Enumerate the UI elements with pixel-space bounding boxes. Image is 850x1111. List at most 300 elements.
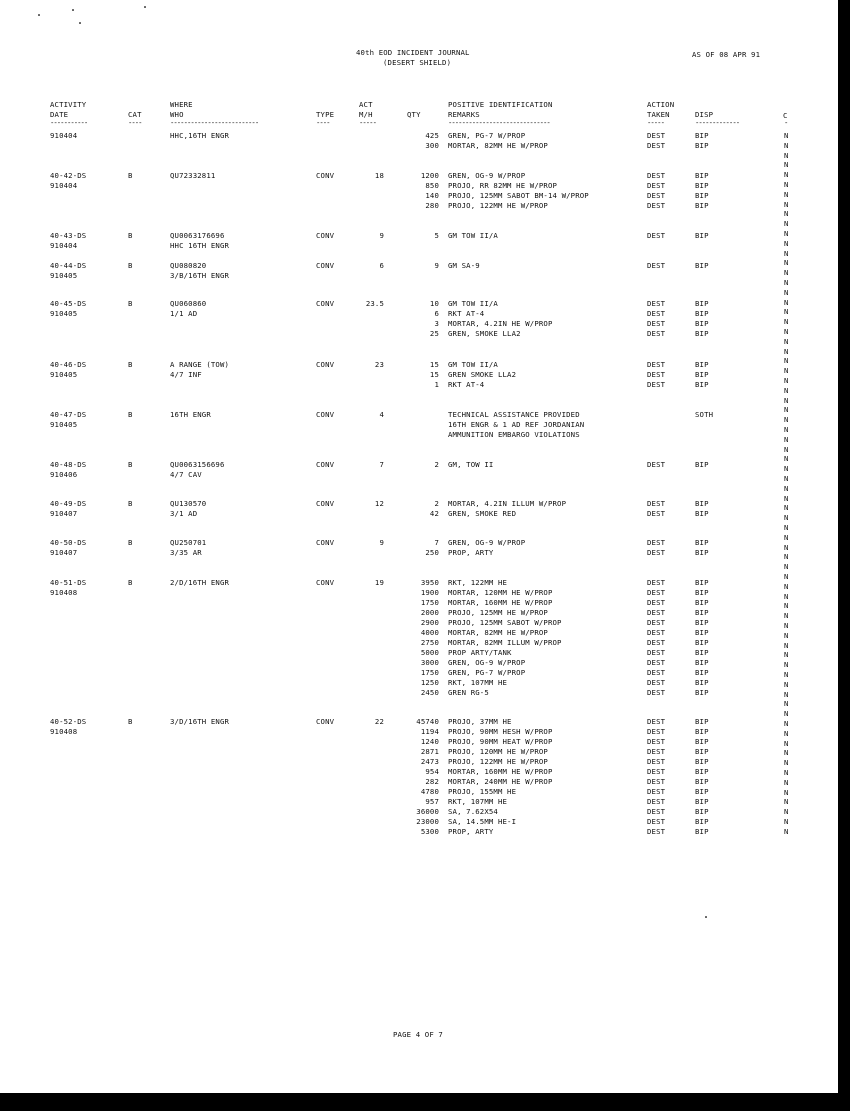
header-action: ACTION [647, 100, 675, 109]
activity-date: 910404 [50, 241, 78, 250]
n-flag: N [784, 777, 789, 787]
man-hours: 18 [374, 171, 384, 180]
item-disposition: BIP [695, 548, 709, 557]
item-disposition: BIP [695, 499, 709, 508]
header-underline: ------------- [695, 118, 740, 127]
n-flag: N [784, 532, 789, 542]
item-disposition: BIP [695, 827, 709, 836]
header-cat: CAT [128, 110, 142, 119]
activity-id: 40-50-DS [50, 538, 87, 547]
item-action-taken: DEST [647, 787, 666, 796]
item-action-taken: DEST [647, 717, 666, 726]
n-flag: N [784, 346, 789, 356]
item-qty: 3950 [420, 578, 439, 587]
n-flag: N [784, 542, 789, 552]
item-disposition: BIP [695, 131, 709, 140]
item-disposition: BIP [695, 299, 709, 308]
n-flag: N [784, 454, 789, 464]
n-flag: N [784, 787, 789, 797]
man-hours: 19 [374, 578, 384, 587]
n-flag: N [784, 415, 789, 425]
item-action-taken: DEST [647, 201, 666, 210]
item-qty: 300 [425, 141, 439, 150]
header-activity: ACTIVITY [50, 100, 87, 109]
header-who: WHO [170, 110, 184, 119]
item-qty: 9 [434, 261, 439, 270]
item-remarks: RKT, 107MM HE [448, 678, 508, 687]
item-disposition: BIP [695, 201, 709, 210]
item-remarks: GM SA-9 [448, 261, 480, 270]
category: B [128, 171, 133, 180]
item-remarks: MORTAR, 160MM HE W/PROP [448, 767, 553, 776]
n-flag: N [784, 699, 789, 709]
n-flag: N [784, 807, 789, 817]
item-action-taken: DEST [647, 598, 666, 607]
where-location: 3/D/16TH ENGR [170, 717, 230, 726]
type: CONV [316, 360, 335, 369]
man-hours: 4 [379, 410, 384, 419]
item-disposition: BIP [695, 578, 709, 587]
item-remarks: SA, 14.5MM HE-I [448, 817, 517, 826]
man-hours: 7 [379, 460, 384, 469]
where-location: QU080820 [170, 261, 207, 270]
item-remarks: PROJO, 90MM HESH W/PROP [448, 727, 553, 736]
item-qty: 2900 [420, 618, 439, 627]
item-action-taken: DEST [647, 668, 666, 677]
activity-id: 40-47-DS [50, 410, 87, 419]
where-location: QU72332811 [170, 171, 216, 180]
scan-speck [79, 22, 81, 24]
item-disposition: BIP [695, 261, 709, 270]
n-flag: N [784, 297, 789, 307]
item-action-taken: DEST [647, 191, 666, 200]
item-qty: 1240 [420, 737, 439, 746]
item-remarks: RKT, 122MM HE [448, 578, 508, 587]
journal-subtitle: (DESERT SHIELD) [383, 58, 452, 67]
activity-id: 40-42-DS [50, 171, 87, 180]
item-remarks: MORTAR, 160MM HE W/PROP [448, 598, 553, 607]
who-unit: 3/1 AD [170, 509, 198, 518]
item-remarks: PROJO, 125MM HE W/PROP [448, 608, 548, 617]
item-disposition: BIP [695, 777, 709, 786]
item-action-taken: DEST [647, 638, 666, 647]
n-flag: N [784, 817, 789, 826]
where-location: A RANGE (TOW) [170, 360, 230, 369]
activity-id: 40-45-DS [50, 299, 87, 308]
item-qty: 4780 [420, 787, 439, 796]
who-unit: 4/7 CAV [170, 470, 202, 479]
who-unit: 3/B/16TH ENGR [170, 271, 230, 280]
item-disposition: BIP [695, 648, 709, 657]
where-location: QU0063156696 [170, 460, 225, 469]
item-disposition: BIP [695, 509, 709, 518]
n-flag: N [784, 170, 789, 180]
item-remarks: MORTAR, 82MM HE W/PROP [448, 628, 548, 637]
item-disposition: BIP [695, 638, 709, 647]
n-flag: N [784, 797, 789, 807]
item-disposition: BIP [695, 370, 709, 379]
who-unit: 3/35 AR [170, 548, 202, 557]
item-remarks: PROP ARTY/TANK [448, 648, 512, 657]
item-qty: 2450 [420, 688, 439, 697]
type: CONV [316, 538, 335, 547]
item-disposition: BIP [695, 678, 709, 687]
n-flag: N [784, 307, 789, 317]
item-action-taken: DEST [647, 648, 666, 657]
type: CONV [316, 261, 335, 270]
n-flag: N [784, 562, 789, 572]
item-action-taken: DEST [647, 727, 666, 736]
item-action-taken: DEST [647, 171, 666, 180]
item-qty: 1250 [420, 678, 439, 687]
item-qty: 5000 [420, 648, 439, 657]
item-remarks: GREN, SMOKE LLA2 [448, 329, 521, 338]
item-qty: 6 [434, 309, 439, 318]
n-flag: N [784, 180, 789, 189]
n-flag: N [784, 238, 789, 248]
n-flag: N [784, 591, 789, 601]
item-action-taken: DEST [647, 299, 666, 308]
category: B [128, 499, 133, 508]
n-flag: N [784, 248, 789, 258]
item-disposition: BIP [695, 757, 709, 766]
item-qty: 850 [425, 181, 439, 190]
item-disposition: BIP [695, 608, 709, 617]
item-disposition: BIP [695, 538, 709, 547]
activity-id: 40-43-DS [50, 231, 87, 240]
item-disposition: BIP [695, 797, 709, 806]
item-remarks: RKT AT-4 [448, 309, 485, 318]
n-flag: N [784, 621, 789, 630]
item-disposition: BIP [695, 817, 709, 826]
n-flag: N [784, 366, 789, 376]
item-disposition: BIP [695, 727, 709, 736]
man-hours: 12 [374, 499, 384, 508]
item-remarks: MORTAR, 82MM ILLUM W/PROP [448, 638, 562, 647]
item-disposition: BIP [695, 309, 709, 318]
activity-id: 40-48-DS [50, 460, 87, 469]
n-flag: N [784, 395, 789, 405]
item-qty: 45740 [416, 717, 439, 726]
item-qty: 1200 [420, 171, 439, 180]
item-qty: 7 [434, 538, 439, 547]
item-disposition: BIP [695, 767, 709, 776]
n-flag: N [784, 719, 789, 728]
item-remarks: GM TOW II/A [448, 299, 498, 308]
item-action-taken: DEST [647, 777, 666, 786]
item-disposition: BIP [695, 171, 709, 180]
n-flag: N [784, 601, 789, 611]
man-hours: 22 [374, 717, 384, 726]
item-action-taken: DEST [647, 499, 666, 508]
item-action-taken: DEST [647, 360, 666, 369]
as-of-date: AS OF 08 APR 91 [692, 50, 761, 59]
item-remarks: MORTAR, 4.2IN ILLUM W/PROP [448, 499, 567, 508]
item-qty: 2871 [420, 747, 439, 756]
item-qty: 1750 [420, 598, 439, 607]
item-qty: 3 [434, 319, 439, 328]
item-action-taken: DEST [647, 658, 666, 667]
item-action-taken: DEST [647, 588, 666, 597]
n-flag: N [784, 552, 789, 562]
n-flag: N [784, 572, 789, 581]
item-action-taken: DEST [647, 688, 666, 697]
item-action-taken: DEST [647, 141, 666, 150]
n-flag: N [784, 630, 789, 640]
item-disposition: BIP [695, 807, 709, 816]
header-where: WHERE [170, 100, 193, 109]
item-remarks: GREN SMOKE LLA2 [448, 370, 517, 379]
item-remarks: PROJO, 122MM HE W/PROP [448, 201, 548, 210]
n-flag: N [784, 660, 789, 670]
item-remarks: GREN, OG-9 W/PROP [448, 538, 526, 547]
n-flag: N [784, 160, 789, 170]
item-disposition: BIP [695, 460, 709, 469]
activity-id: 40-46-DS [50, 360, 87, 369]
activity-date: 910408 [50, 588, 78, 597]
header-positive-id: POSITIVE IDENTIFICATION [448, 100, 553, 109]
header-underline: ----- [359, 118, 376, 127]
item-remarks: GREN RG-5 [448, 688, 489, 697]
item-qty: 2750 [420, 638, 439, 647]
man-hours: 23.5 [365, 299, 384, 308]
header-type: TYPE [316, 110, 335, 119]
where-location: QU250701 [170, 538, 207, 547]
n-flag: N [784, 748, 789, 758]
n-flag: N [784, 317, 789, 327]
n-flag: N [784, 650, 789, 660]
item-qty: 282 [425, 777, 439, 786]
item-qty: 280 [425, 201, 439, 210]
n-flag: N [784, 405, 789, 415]
category: B [128, 538, 133, 547]
item-action-taken: DEST [647, 757, 666, 766]
activity-date: 910406 [50, 470, 78, 479]
n-flag: N [784, 709, 789, 719]
item-disposition: BIP [695, 628, 709, 637]
item-action-taken: DEST [647, 548, 666, 557]
item-remarks: PROJO, 37MM HE [448, 717, 512, 726]
activity-id: 40-49-DS [50, 499, 87, 508]
item-qty: 3000 [420, 658, 439, 667]
item-action-taken: DEST [647, 797, 666, 806]
header-underline: -------------------------- [170, 118, 259, 127]
category: B [128, 460, 133, 469]
n-flag: N [784, 581, 789, 591]
item-disposition: BIP [695, 231, 709, 240]
item-remarks: PROJO, 122MM HE W/PROP [448, 757, 548, 766]
activity-date: 910405 [50, 309, 78, 318]
journal-title: 40th EOD INCIDENT JOURNAL [356, 48, 470, 57]
item-disposition: BIP [695, 588, 709, 597]
category: B [128, 717, 133, 726]
item-qty: 5 [434, 231, 439, 240]
item-disposition: BIP [695, 787, 709, 796]
header-act: ACT [359, 100, 373, 109]
header-disp: DISP [695, 110, 714, 119]
item-qty: 2000 [420, 608, 439, 617]
header-remarks: REMARKS [448, 110, 480, 119]
where-location: QU0063176696 [170, 231, 225, 240]
item-qty: 2 [434, 499, 439, 508]
category: B [128, 578, 133, 587]
item-remarks: RKT AT-4 [448, 380, 485, 389]
item-disposition: BIP [695, 329, 709, 338]
item-qty: 36000 [416, 807, 439, 816]
n-flag: N [784, 140, 789, 150]
item-disposition: BIP [695, 658, 709, 667]
category: B [128, 231, 133, 240]
header-underline: ----- [647, 118, 664, 127]
item-remarks: MORTAR, 4.2IN HE W/PROP [448, 319, 553, 328]
item-qty: 954 [425, 767, 439, 776]
activity-date: 910404 [50, 131, 78, 140]
item-action-taken: DEST [647, 370, 666, 379]
where-location: QU130570 [170, 499, 207, 508]
item-disposition: BIP [695, 747, 709, 756]
item-disposition: BIP [695, 191, 709, 200]
item-remarks: PROJO, 120MM HE W/PROP [448, 747, 548, 756]
item-action-taken: DEST [647, 131, 666, 140]
n-flag: N [784, 356, 789, 366]
header-taken: TAKEN [647, 110, 670, 119]
item-remarks: RKT, 107MM HE [448, 797, 508, 806]
n-flag: N [784, 327, 789, 336]
header-underline: ----------- [50, 118, 88, 127]
man-hours: 9 [379, 538, 384, 547]
header-mh: M/H [359, 110, 373, 119]
n-flag: N [784, 513, 789, 523]
who-unit: HHC 16TH ENGR [170, 241, 230, 250]
n-flag: N [784, 150, 789, 160]
item-qty: 957 [425, 797, 439, 806]
where-location: 16TH ENGR [170, 410, 211, 419]
man-hours: 23 [374, 360, 384, 369]
item-remarks: PROP, ARTY [448, 827, 494, 836]
item-action-taken: DEST [647, 628, 666, 637]
who-unit: 4/7 INF [170, 370, 202, 379]
item-action-taken: DEST [647, 319, 666, 328]
header-underline: - [784, 118, 788, 127]
item-action-taken: DEST [647, 737, 666, 746]
item-action-taken: DEST [647, 807, 666, 816]
header-underline: ---- [316, 118, 330, 127]
n-flag: N [784, 503, 789, 513]
where-location: QU060860 [170, 299, 207, 308]
item-remarks: GREN, PG-7 W/PROP [448, 668, 526, 677]
item-disposition: BIP [695, 717, 709, 726]
n-flag: N [784, 768, 789, 777]
scan-speck [38, 14, 40, 16]
item-action-taken: DEST [647, 538, 666, 547]
item-qty: 1750 [420, 668, 439, 677]
n-flag: N [784, 444, 789, 454]
activity-id: 40-52-DS [50, 717, 87, 726]
category: B [128, 299, 133, 308]
item-action-taken: DEST [647, 329, 666, 338]
item-remarks: GREN, PG-7 W/PROP [448, 131, 526, 140]
header-underline: ------------------------------ [448, 118, 550, 127]
where-location: 2/D/16TH ENGR [170, 578, 230, 587]
activity-date: 910405 [50, 271, 78, 280]
item-qty: 4000 [420, 628, 439, 637]
where-location: HHC,16TH ENGR [170, 131, 230, 140]
item-qty: 1 [434, 380, 439, 389]
type: CONV [316, 410, 335, 419]
item-remarks: SA, 7.62X54 [448, 807, 498, 816]
n-flag: N [784, 376, 789, 385]
item-qty: 2473 [420, 757, 439, 766]
item-remarks: PROJO, 125MM SABOT BM-14 W/PROP [448, 191, 589, 200]
item-action-taken: DEST [647, 747, 666, 756]
item-qty: 425 [425, 131, 439, 140]
n-flag: N [784, 199, 789, 209]
item-qty: 15 [429, 360, 439, 369]
item-action-taken: DEST [647, 181, 666, 190]
n-flag: N [784, 385, 789, 395]
activity-date: 910407 [50, 509, 78, 518]
n-flag: N [784, 268, 789, 278]
scan-speck [144, 6, 146, 8]
item-qty: 25 [429, 329, 439, 338]
item-remarks: 16TH ENGR & 1 AD REF JORDANIAN [448, 420, 585, 429]
activity-date: 910404 [50, 181, 78, 190]
n-flag: N [784, 209, 789, 219]
item-qty: 1194 [420, 727, 439, 736]
n-flag: N [784, 728, 789, 738]
scan-speck [72, 9, 74, 11]
man-hours: 9 [379, 231, 384, 240]
n-flag: N [784, 483, 789, 493]
type: CONV [316, 299, 335, 308]
item-remarks: GREN, OG-9 W/PROP [448, 658, 526, 667]
item-qty: 42 [429, 509, 439, 518]
n-flag: N [784, 679, 789, 689]
header-qty: QTY [407, 110, 421, 119]
n-flag: N [784, 758, 789, 768]
category: B [128, 360, 133, 369]
item-disposition: SOTH [695, 410, 714, 419]
n-flag: N [784, 464, 789, 474]
n-flag: N [784, 229, 789, 238]
item-disposition: BIP [695, 319, 709, 328]
item-disposition: BIP [695, 688, 709, 697]
item-qty: 2 [434, 460, 439, 469]
n-flag: N [784, 434, 789, 444]
type: CONV [316, 171, 335, 180]
item-action-taken: DEST [647, 380, 666, 389]
type: CONV [316, 460, 335, 469]
activity-date: 910408 [50, 727, 78, 736]
item-disposition: BIP [695, 737, 709, 746]
item-action-taken: DEST [647, 608, 666, 617]
item-remarks: AMMUNITION EMBARGO VIOLATIONS [448, 430, 580, 439]
n-flag: N [784, 336, 789, 346]
type: CONV [316, 578, 335, 587]
item-action-taken: DEST [647, 578, 666, 587]
item-remarks: PROJO, 90MM HEAT W/PROP [448, 737, 553, 746]
activity-id: 40-44-DS [50, 261, 87, 270]
activity-date: 910407 [50, 548, 78, 557]
item-disposition: BIP [695, 360, 709, 369]
type: CONV [316, 231, 335, 240]
n-flag: N [784, 523, 789, 532]
n-flag: N [784, 640, 789, 650]
page-number: PAGE 4 OF 7 [393, 1030, 443, 1039]
item-remarks: MORTAR, 120MM HE W/PROP [448, 588, 553, 597]
item-action-taken: DEST [647, 817, 666, 826]
item-action-taken: DEST [647, 261, 666, 270]
